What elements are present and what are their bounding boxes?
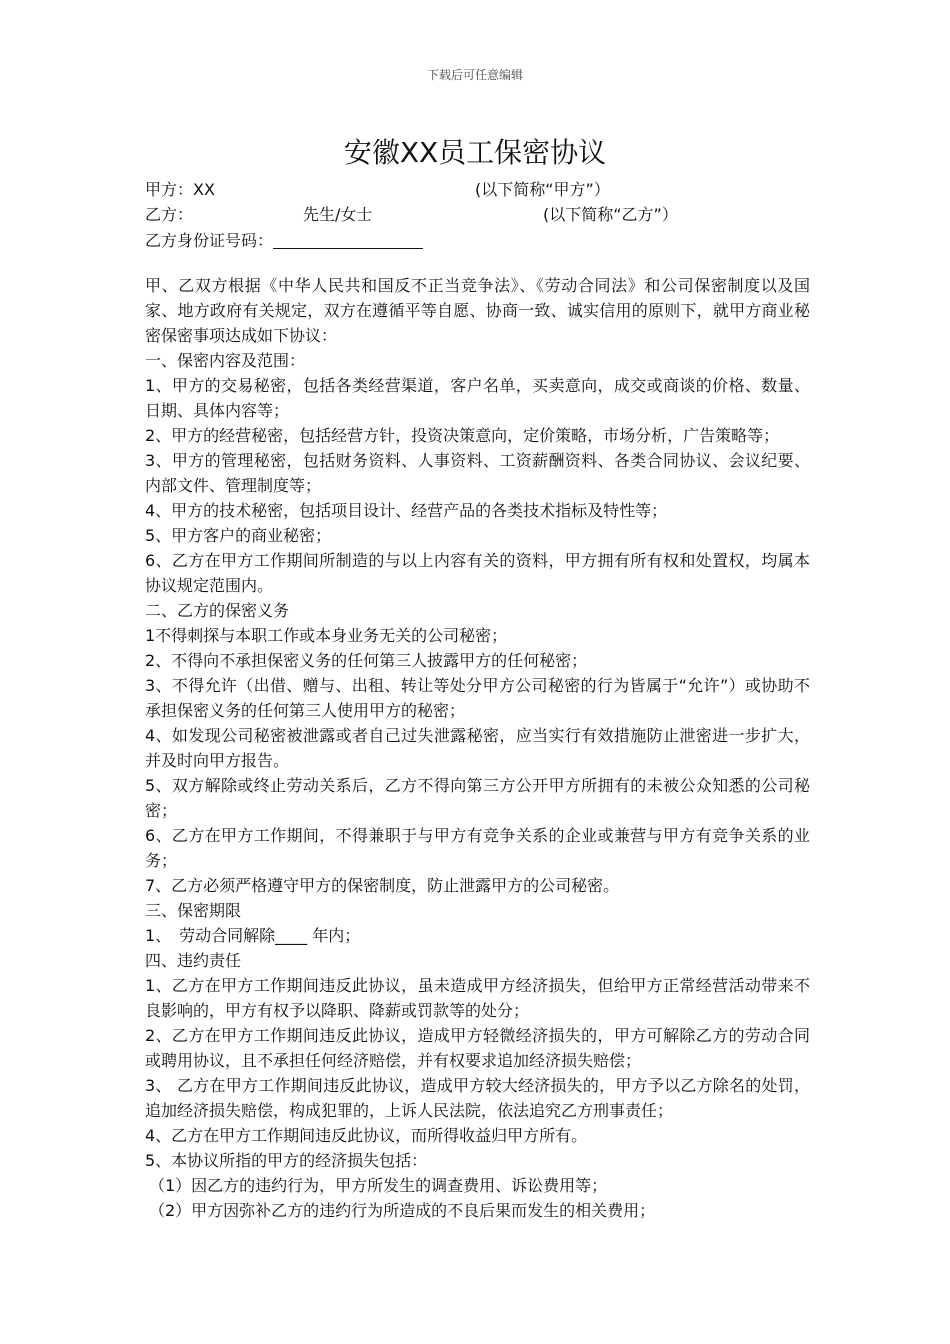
section-heading: 三、保密期限 <box>145 901 242 920</box>
clause: 2、不得向不承担保密义务的任何第三人披露甲方的任何秘密； <box>145 651 588 670</box>
sub-clause: （1）因乙方的违约行为，甲方所发生的调查费用、诉讼费用等； <box>149 1176 608 1195</box>
clause: 5、甲方客户的商业秘密； <box>145 526 332 545</box>
clause: 2、甲方的经营秘密，包括经营方针，投资决策意向，定价策略，市场分析，广告策略等； <box>145 426 780 445</box>
party-b-label: 乙方： <box>145 205 194 224</box>
clause: 7、乙方必须严格遵守甲方的保密制度，防止泄露甲方的公司秘密。 <box>145 876 620 895</box>
clause: 1不得刺探与本职工作或本身业务无关的公司秘密； <box>145 626 508 645</box>
party-a-label: 甲方：XX <box>145 180 215 199</box>
clause: 1、甲方的交易秘密，包括各类经营渠道，客户名单，买卖意向，成交或商谈的价格、数量、日期、具体内容等； <box>145 376 810 420</box>
party-b-id-row <box>145 228 423 251</box>
preamble: 甲、乙双方根据《中华人民共和国反不正当竞争法》、《劳动合同法》和公司保密制度以及国家、地方政府有关规定，双方在遵循平等自愿、协商一致、诚实信用的原则下，就甲方商业秘密保密事项达成如下协议： <box>145 276 810 345</box>
clause: 1、 劳动合同解除____ 年内； <box>145 926 361 945</box>
clause: 3、甲方的管理秘密，包括财务资料、人事资料、工资薪酬资料、各类合同协议、会议纪要、内部文件、管理制度等； <box>145 451 810 495</box>
party-b-abbreviation: (以下简称“乙方”） <box>543 205 678 224</box>
party-a-abbreviation: (以下简称“甲方”） <box>475 180 610 199</box>
section-heading: 二、乙方的保密义务 <box>145 601 290 620</box>
agreement-body <box>145 273 810 1223</box>
clause: 4、甲方的技术秘密，包括项目设计、经营产品的各类技术指标及特性等； <box>145 501 668 520</box>
clause: 4、如发现公司秘密被泄露或者自己过失泄露秘密，应当实行有效措施防止泄密进一步扩大，并及时向甲方报告。 <box>145 726 810 770</box>
party-b-title: 先生/女士 <box>303 205 373 224</box>
clause: 5、本协议所指的甲方的经济损失包括： <box>145 1151 428 1170</box>
clause: 4、乙方在甲方工作期间违反此协议，而所得收益归甲方所有。 <box>145 1126 588 1145</box>
clause: 6、乙方在甲方工作期间，不得兼职于与甲方有竞争关系的企业或兼营与甲方有竞争关系的业务； <box>145 826 810 870</box>
clause: 2、乙方在甲方工作期间违反此协议，造成甲方轻微经济损失的，甲方可解除乙方的劳动合同或聘用协议，且不承担任何经济赔偿，并有权要求追加经济损失赔偿； <box>145 1026 810 1070</box>
section-heading: 四、违约责任 <box>145 951 242 970</box>
id-blank-line <box>273 232 423 249</box>
clause: 6、乙方在甲方工作期间所制造的与以上内容有关的资料，甲方拥有所有权和处置权，均属本协议规定范围内。 <box>145 551 810 595</box>
section-heading: 一、保密内容及范围： <box>145 351 306 370</box>
clause: 3、不得允许（出借、赠与、出租、转让等处分甲方公司秘密的行为皆属于“允许”）或协助不承担保密义务的任何第三人使用甲方的秘密； <box>145 676 810 720</box>
party-b-id-label: 乙方身份证号码： <box>145 231 274 250</box>
sub-clause: （2）甲方因弥补乙方的违约行为所造成的不良后果而发生的相关费用； <box>149 1201 656 1220</box>
header-note: 下载后可任意编辑 <box>426 68 523 82</box>
document-title: 安徽XX员工保密协议 <box>343 136 607 169</box>
clause: 3、 乙方在甲方工作期间违反此协议，造成甲方较大经济损失的，甲方予以乙方除名的处罚，追加经济损失赔偿，构成犯罪的，上诉人民法院，依法追究乙方刑事责任； <box>145 1076 810 1120</box>
clause: 5、双方解除或终止劳动关系后，乙方不得向第三方公开甲方所拥有的未被公众知悉的公司秘密； <box>145 776 810 820</box>
clause: 1、乙方在甲方工作期间违反此协议，虽未造成甲方经济损失，但给甲方正常经营活动带来不良影响的，甲方有权予以降职、降薪或罚款等的处分； <box>145 976 810 1020</box>
